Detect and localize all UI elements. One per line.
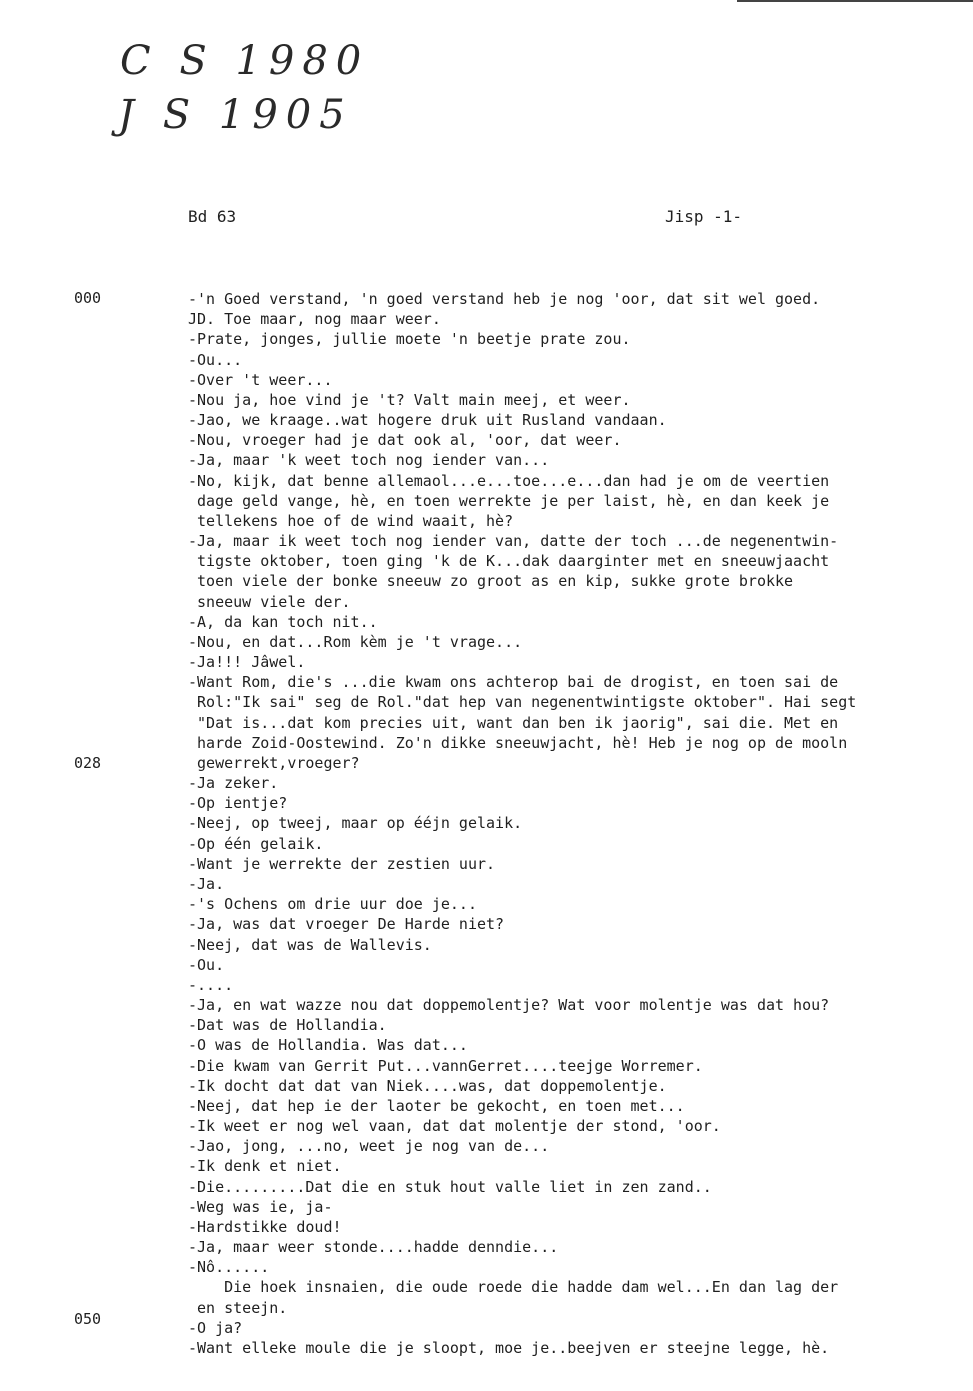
transcript-line: -Want je werrekte der zestien uur.: [188, 854, 496, 873]
transcript-line: -Nô......: [188, 1258, 270, 1277]
transcript-line: -Ja, was dat vroeger De Harde niet?: [188, 915, 505, 934]
transcript-line: -O ja?: [188, 1318, 243, 1337]
transcript-line: -Weg was ie, ja-: [188, 1197, 333, 1216]
timecode: 028: [74, 754, 102, 772]
transcript-line: -Die kwam van Gerrit Put...vannGerret....teejge Worremer.: [188, 1056, 703, 1075]
transcript-line: JD. Toe maar, nog maar weer.: [188, 310, 441, 329]
transcript-line: -Dat was de Hollandia.: [188, 1016, 387, 1035]
transcript-line: -....: [188, 975, 234, 994]
transcript-line: -Ja.: [188, 874, 225, 893]
transcript-line: -'n Goed verstand, 'n goed verstand heb je nog 'oor, dat sit wel goed.: [188, 290, 821, 308]
transcript-line: tigste oktober, toen ging 'k de K...dak daarginter met en sneeuwjaacht: [188, 552, 830, 571]
transcript-line: -O was de Hollandia. Was dat...: [188, 1036, 468, 1055]
transcript-line: -Want elleke moule die je sloopt, moe je..beejven er steejne legge, hè.: [188, 1338, 830, 1357]
transcript-line: -Prate, jonges, jullie moete 'n beetje prate zou.: [188, 330, 631, 349]
transcript-line: -A, da kan toch nit..: [188, 612, 378, 631]
transcript-line: -Ja!!! Jâwel.: [188, 653, 306, 672]
transcript-line: sneeuw viele der.: [188, 592, 351, 611]
transcript-line: -Nou, vroeger had je dat ook al, 'oor, dat weer.: [188, 431, 622, 450]
transcript-line: -Ja, maar weer stonde....hadde denndie...: [188, 1238, 559, 1257]
transcript-line: -Ja, maar ik weet toch nog iender van, datte der toch ...de negenentwin-: [188, 532, 839, 551]
transcript-line: harde Zoid-Oostewind. Zo'n dikke sneeuwjacht, hè! Heb je nog op de mooln: [188, 733, 848, 752]
transcript-line: -Ou.: [188, 955, 225, 974]
transcript-line: -No, kijk, dat benne allemaol...e...toe...e...dan had je om de veertien: [188, 471, 830, 490]
transcript-line: -Die.........Dat die en stuk hout valle liet in zen zand..: [188, 1177, 712, 1196]
timecode: 050: [74, 1310, 102, 1328]
transcript-line: -Ik docht dat dat van Niek....was, dat doppemolentje.: [188, 1076, 667, 1095]
transcript-line: -Ik weet er nog wel vaan, dat dat molentje der stond, 'oor.: [188, 1117, 721, 1136]
transcript-line: -Neej, dat was de Wallevis.: [188, 935, 432, 954]
transcript-body: [188, 289, 968, 1358]
transcript-line: -Ja, maar 'k weet toch nog iender van...: [188, 451, 550, 470]
transcript-line: "Dat is...dat kom precies uit, want dan ben ik jaorig", sai die. Met en: [188, 713, 839, 732]
transcript-line: -Neej, op tweej, maar op ééjn gelaik.: [188, 814, 523, 833]
transcript-line: -Ou...: [188, 350, 243, 369]
transcript-line: -Neej, dat hep ie der laoter be gekocht, en toen met...: [188, 1096, 685, 1115]
transcript-line: dage geld vange, hè, en toen werrekte je per laist, hè, en dan keek je: [188, 491, 830, 510]
transcript-line: -Ik denk et niet.: [188, 1157, 342, 1176]
timecode: 000: [74, 289, 102, 307]
transcript-line: -Ja zeker.: [188, 774, 279, 793]
transcript-line: Die hoek insnaien, die oude roede die hadde dam wel...En dan lag der: [188, 1278, 839, 1297]
transcript-line: gewerrekt,vroeger?: [188, 753, 360, 772]
transcript-line: -Hardstikke doud!: [188, 1217, 342, 1236]
transcript-line: -Jao, we kraage..wat hogere druk uit Rusland vandaan.: [188, 411, 667, 430]
transcript-line: -Over 't weer...: [188, 370, 333, 389]
handwritten-note: C S 1980: [120, 38, 370, 84]
top-rule: [737, 0, 973, 2]
transcript-line: en steejn.: [188, 1298, 288, 1317]
handwritten-note: J S 1905: [118, 92, 353, 138]
transcript-line: -Nou ja, hoe vind je 't? Valt main meej, et weer.: [188, 390, 631, 409]
transcript-line: -Want Rom, die's ...die kwam ons achterop bai de drogist, en toen sai de: [188, 673, 839, 692]
transcript-line: -Nou, en dat...Rom kèm je 't vrage...: [188, 632, 523, 651]
transcript-line: -Jao, jong, ...no, weet je nog van de...: [188, 1137, 550, 1156]
transcript-line: -Op ientje?: [188, 794, 288, 813]
tape-reference: Bd 63: [188, 207, 237, 226]
transcript-line: -'s Ochens om drie uur doe je...: [188, 895, 477, 914]
transcript-line: tellekens hoe of de wind waait, hè?: [188, 511, 514, 530]
transcript-line: Rol:"Ik sai" seg de Rol."dat hep van negenentwintigste oktober". Hai segt: [188, 693, 857, 712]
transcript-line: -Ja, en wat wazze nou dat doppemolentje? Wat voor molentje was dat hou?: [188, 996, 830, 1015]
page-label: Jisp -1-: [665, 207, 743, 226]
transcript-line: toen viele der bonke sneeuw zo groot as en kip, sukke grote brokke: [188, 572, 794, 591]
transcript-line: -Op één gelaik.: [188, 834, 324, 853]
